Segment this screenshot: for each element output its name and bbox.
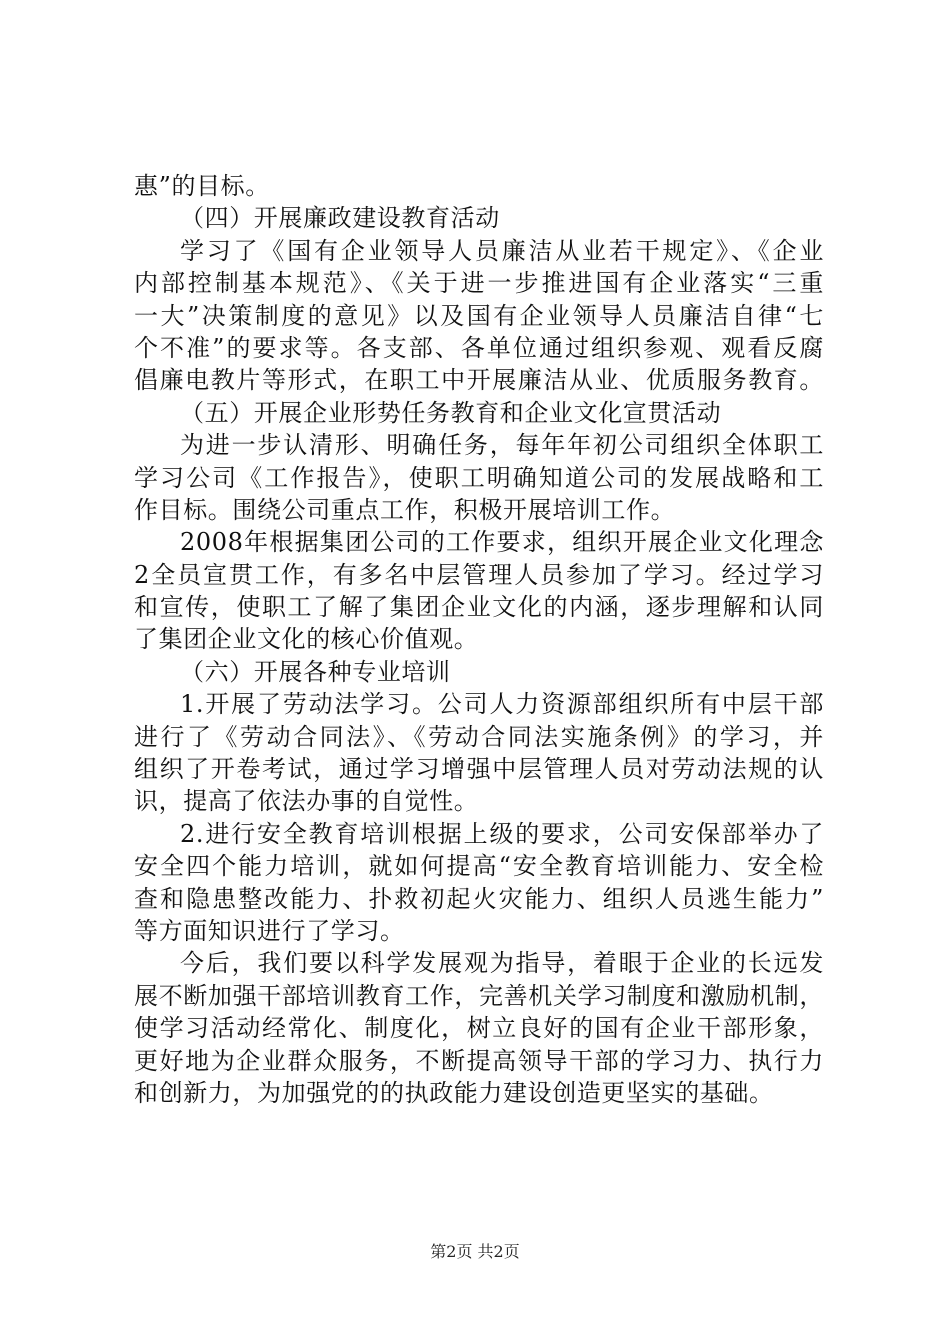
text-line: 组织了开卷考试，通过学习增强中层管理人员对劳动法规的认 bbox=[134, 755, 824, 784]
text-line: 作目标。围绕公司重点工作，积极开展培训工作。 bbox=[134, 495, 676, 524]
text-line: 学习公司《工作报告》，使职工明确知道公司的发展战略和工 bbox=[134, 463, 824, 492]
page-number-footer: 第2页 共2页 bbox=[430, 1242, 520, 1261]
text-line: 1.开展了劳动法学习。公司人力资源部组织所有中层干部 bbox=[180, 690, 824, 719]
text-line: 展不断加强干部培训教育工作，完善机关学习制度和激励机制， bbox=[134, 981, 824, 1010]
text-line: 更好地为企业群众服务，不断提高领导干部的学习力、执行力 bbox=[134, 1046, 824, 1075]
text-line: 查和隐患整改能力、扑救初起火灾能力、组织人员逃生能力” bbox=[134, 884, 824, 913]
text-line: 和创新力，为加强党的的执政能力建设创造更坚实的基础。 bbox=[134, 1078, 774, 1107]
text-line: 一大”决策制度的意见》以及国有企业领导人员廉洁自律“七 bbox=[134, 301, 824, 330]
text-line: 为进一步认清形、明确任务，每年年初公司组织全体职工 bbox=[180, 431, 824, 460]
text-line: 和宣传，使职工了解了集团企业文化的内涵，逐步理解和认同 bbox=[134, 593, 824, 622]
text-line: 了集团企业文化的核心价值观。 bbox=[134, 625, 479, 654]
text-line: 学习了《国有企业领导人员廉洁从业若干规定》、《企业 bbox=[180, 236, 824, 265]
text-line: 等方面知识进行了学习。 bbox=[134, 916, 405, 945]
section-heading-4: （四）开展廉政建设教育活动 bbox=[180, 204, 500, 233]
text-line: 2全员宣贯工作，有多名中层管理人员参加了学习。经过学习 bbox=[134, 560, 824, 589]
text-line: 安全四个能力培训，就如何提高“安全教育培训能力、安全检 bbox=[134, 852, 824, 881]
text-line: 倡廉电教片等形式，在职工中开展廉洁从业、优质服务教育。 bbox=[134, 366, 824, 395]
text-line: 使学习活动经常化、制度化，树立良好的国有企业干部形象， bbox=[134, 1014, 824, 1043]
text-line: 惠”的目标。 bbox=[134, 172, 270, 200]
text-line: 个不准”的要求等。各支部、各单位通过组织参观、观看反腐 bbox=[134, 333, 824, 362]
text-line: 2008年根据集团公司的工作要求，组织开展企业文化理念 bbox=[180, 528, 824, 557]
text-line: 识，提高了依法办事的自觉性。 bbox=[134, 787, 479, 816]
text-line: 2.进行安全教育培训根据上级的要求，公司安保部举办了 bbox=[180, 819, 824, 848]
body-text bbox=[134, 170, 824, 1109]
text-line: 今后，我们要以科学发展观为指导，着眼于企业的长远发 bbox=[180, 949, 824, 978]
section-heading-5: （五）开展企业形势任务教育和企业文化宣贯活动 bbox=[180, 398, 722, 427]
text-line: 进行了《劳动合同法》、《劳动合同法实施条例》的学习，并 bbox=[134, 722, 824, 751]
section-heading-6: （六）开展各种专业培训 bbox=[180, 657, 451, 686]
text-line: 内部控制基本规范》、《关于进一步推进国有企业落实“三重 bbox=[134, 269, 824, 298]
